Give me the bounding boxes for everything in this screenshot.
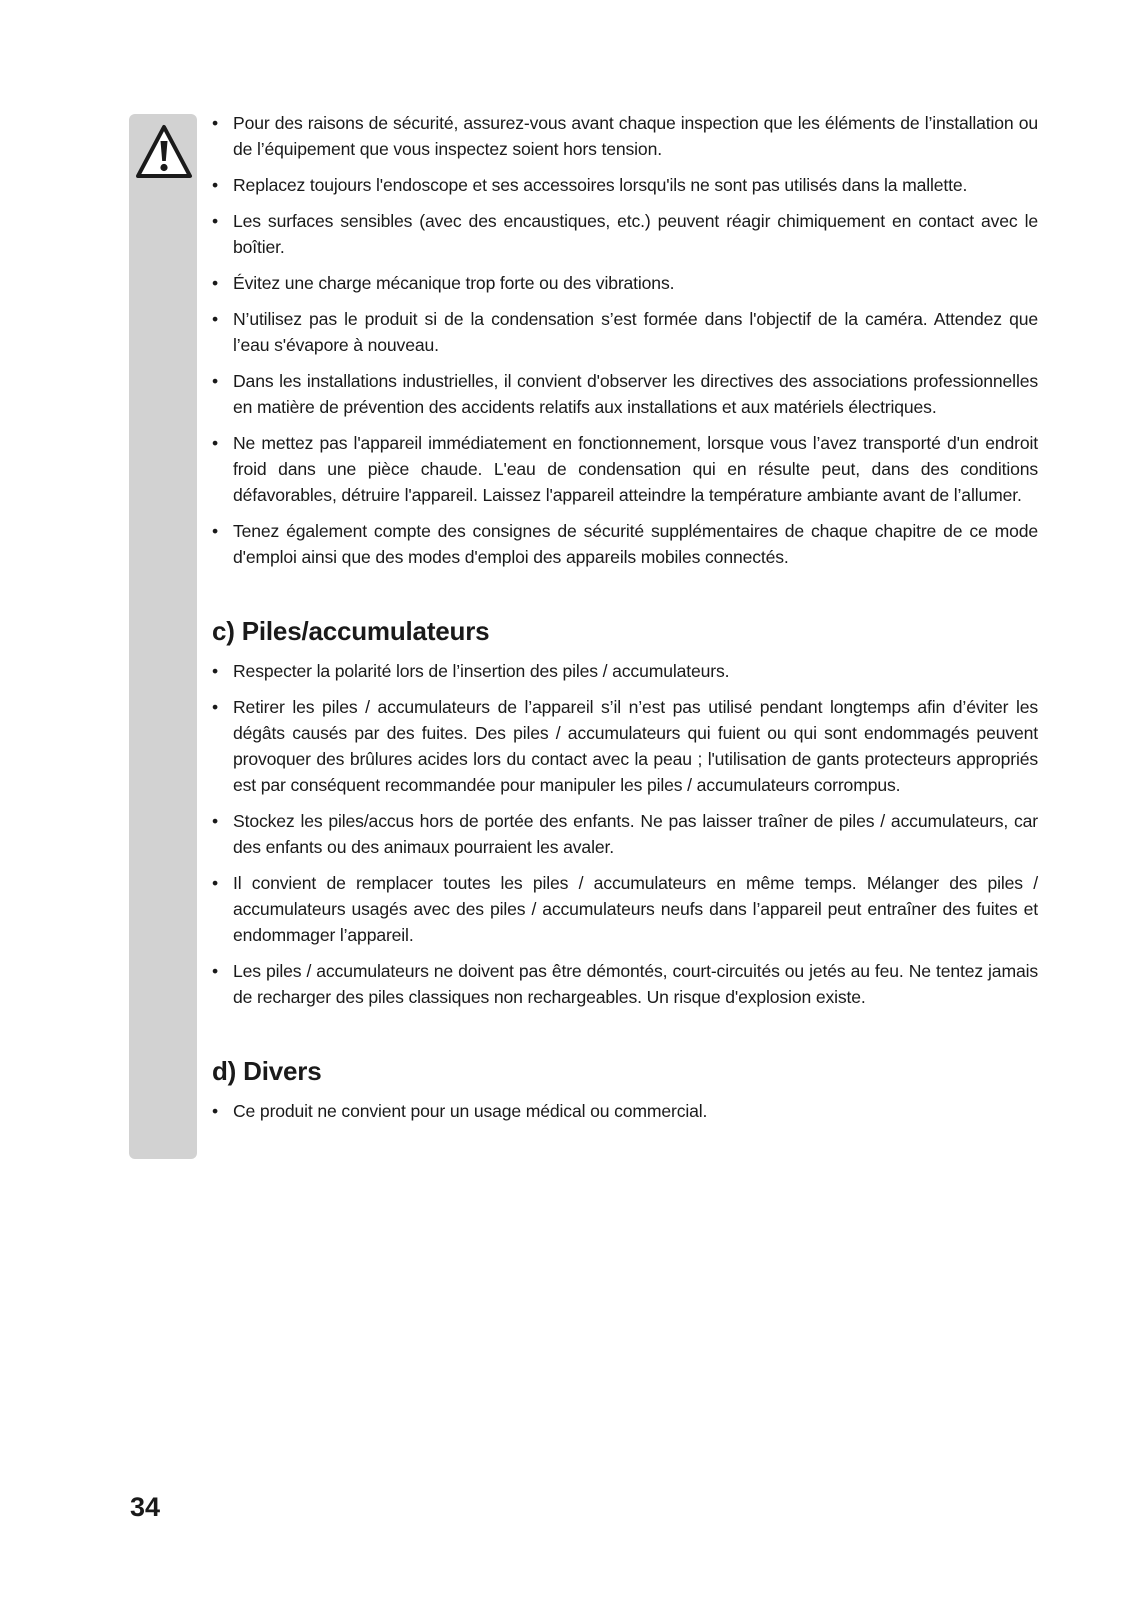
list-item: • Ne mettez pas l'appareil immédiatement en fonctionnement, lorsque vous l’avez transporté d'un endroit froid dans une pièce chaude. L'eau de condensation qui en résulte peut, dans des conditions défavorables, détruire l'appareil. Laissez l'appareil atteindre la température ambiante avant de l’allumer. — [212, 430, 1038, 508]
list-item: • N’utilisez pas le produit si de la condensation s’est formée dans l'objectif de la caméra. Attendez que l’eau s'évapore à nouveau. — [212, 306, 1038, 358]
list-item: • Stockez les piles/accus hors de portée des enfants. Ne pas laisser traîner de piles / accumulateurs, car des enfants ou des animaux pourraient les avaler. — [212, 808, 1038, 860]
bullet: • — [212, 273, 219, 293]
warning-triangle-icon — [135, 124, 193, 180]
list-item: • Il convient de remplacer toutes les piles / accumulateurs en même temps. Mélanger des piles / accumulateurs usagés avec des piles / accumulateurs neufs dans l’appareil peut entraîner des fuites et endommager l’appareil. — [212, 870, 1038, 948]
bullet: • — [212, 1101, 219, 1121]
bullet: • — [212, 211, 219, 231]
list-item: • Respecter la polarité lors de l’insertion des piles / accumulateurs. — [212, 658, 1038, 684]
bullet: • — [212, 961, 219, 981]
intro-list — [212, 110, 1038, 570]
batteries-list — [212, 658, 1038, 1010]
list-item: • Pour des raisons de sécurité, assurez-vous avant chaque inspection que les éléments de l’installation ou de l’équipement que vous inspectez soient hors tension. — [212, 110, 1038, 162]
bullet: • — [212, 697, 219, 717]
bullet: • — [212, 175, 219, 195]
list-item: • Replacez toujours l'endoscope et ses accessoires lorsqu'ils ne sont pas utilisés dans la mallette. — [212, 172, 1038, 198]
bullet: • — [212, 521, 219, 541]
bullet: • — [212, 371, 219, 391]
bullet: • — [212, 113, 219, 133]
bullet: • — [212, 873, 219, 893]
list-item: • Les surfaces sensibles (avec des encaustiques, etc.) peuvent réagir chimiquement en contact avec le boîtier. — [212, 208, 1038, 260]
bullet: • — [212, 811, 219, 831]
bullet: • — [212, 309, 219, 329]
page-number: 34 — [130, 1492, 161, 1522]
list-item: • Les piles / accumulateurs ne doivent pas être démontés, court-circuités ou jetés au feu. Ne tentez jamais de recharger des piles classiques non rechargeables. Un risque d'explosion existe. — [212, 958, 1038, 1010]
warning-sidebar — [129, 114, 197, 1159]
list-item: • Dans les installations industrielles, il convient d'observer les directives des associations professionnelles en matière de prévention des accidents relatifs aux installations et aux matériels électriques. — [212, 368, 1038, 420]
bullet: • — [212, 433, 219, 453]
list-item: • Retirer les piles / accumulateurs de l’appareil s’il n’est pas utilisé pendant longtemps afin d’éviter les dégâts causés par des fuites. Des piles / accumulateurs qui fuient ou qui sont endommagés peuvent provoquer des brûlures acides lors du contact avec la peau ; l'utilisation de gants protecteurs appropriés est par conséquent recommandée pour manipuler les piles / accumulateurs corrompus. — [212, 694, 1038, 798]
section-title-batteries: c) Piles/accumulateurs — [212, 616, 490, 646]
section-title-misc: d) Divers — [212, 1056, 322, 1086]
list-item: • Évitez une charge mécanique trop forte ou des vibrations. — [212, 270, 1038, 296]
list-item: • Tenez également compte des consignes de sécurité supplémentaires de chaque chapitre de ce mode d'emploi ainsi que des modes d'emploi des appareils mobiles connectés. — [212, 518, 1038, 570]
main-content — [212, 110, 1038, 1134]
bullet: • — [212, 661, 219, 681]
misc-list — [212, 1098, 1038, 1124]
list-item: • Ce produit ne convient pour un usage médical ou commercial. — [212, 1098, 1038, 1124]
